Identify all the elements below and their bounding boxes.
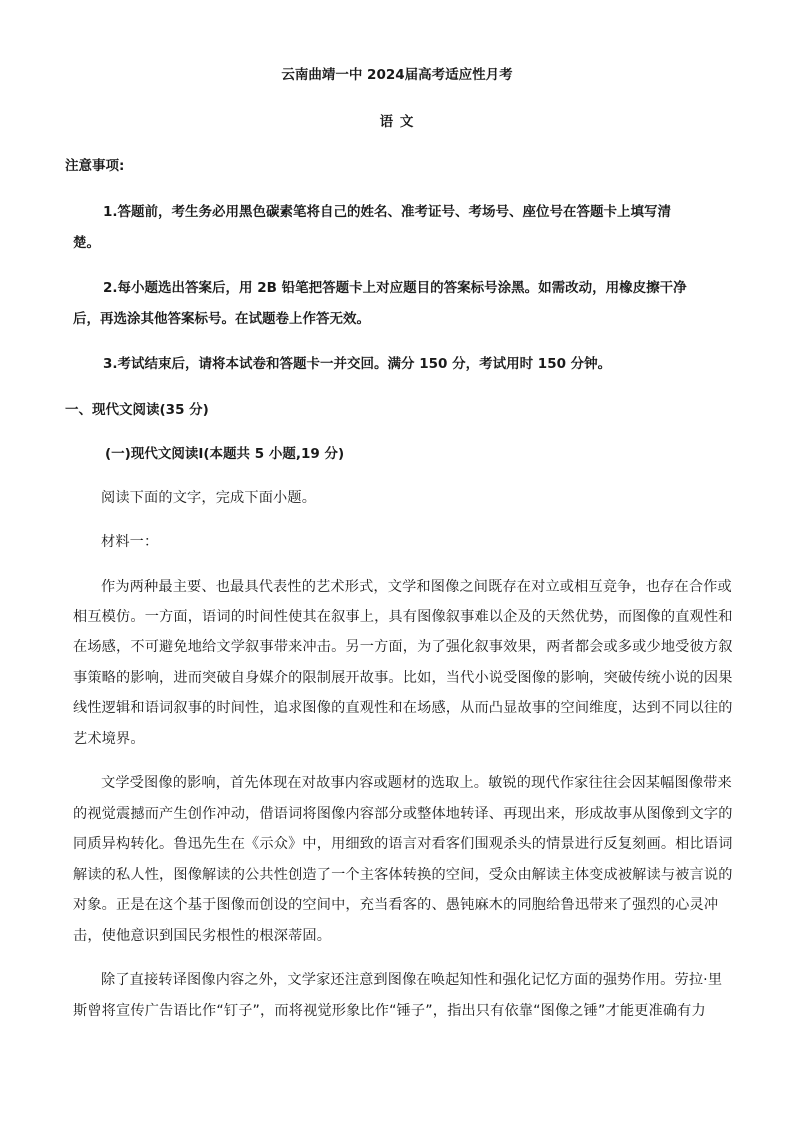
- notice-item-3-line-1: 3.考试结束后，请将本试卷和答题卡一并交回。满分 150 分，考试用时 150 分钟。: [103, 356, 612, 372]
- section-heading: 一、现代文阅读(35 分): [65, 402, 209, 418]
- passage-line: 线性逻辑和语词叙事的时间性，追求图像的直观性和在场感，从而凸显故事的空间维度，达到不同以往的: [73, 700, 733, 716]
- passage-line: 艺术境界。: [73, 731, 145, 747]
- notice-item-1-line-1: 1.答题前，考生务必用黑色碳素笔将自己的姓名、准考证号、考场号、座位号在答题卡上填写清: [103, 204, 672, 220]
- passage-line: 除了直接转译图像内容之外，文学家还注意到图像在唤起知性和强化记忆方面的强势作用。劳拉·里: [101, 972, 723, 988]
- exam-title: 云南曲靖一中 2024届高考适应性月考: [281, 67, 513, 83]
- notice-item-2-line-1: 2.每小题选出答案后，用 2B 铅笔把答题卡上对应题目的答案标号涂黑。如需改动，用橡皮擦干净: [103, 280, 687, 296]
- notice-item-2-line-2: 后，再选涂其他答案标号。在试题卷上作答无效。: [73, 311, 370, 327]
- passage-line: 斯曾将宣传广告语比作“钉子”，而将视觉形象比作“锤子”，指出只有依靠“图像之锤”才能更准确有力: [73, 1003, 706, 1019]
- subject-title: 语 文: [379, 114, 415, 130]
- passage-line: 相互模仿。一方面，语词的时间性使其在叙事上，具有图像叙事难以企及的天然优势，而图像的直观性和: [73, 609, 733, 625]
- reading-instruction: 阅读下面的文字，完成下面小题。: [101, 490, 317, 506]
- passage-line: 事策略的影响，进而突破自身媒介的限制展开故事。比如，当代小说受图像的影响，突破传统小说的因果: [73, 670, 733, 686]
- passage-line: 对象。正是在这个基于图像而创设的空间中，充当看客的、愚钝麻木的同胞给鲁迅带来了强烈的心灵冲: [73, 897, 719, 913]
- passage-line: 作为两种最主要、也最具代表性的艺术形式，文学和图像之间既存在对立或相互竞争，也存在合作或: [101, 579, 732, 595]
- passage-line: 在场感，不可避免地给文学叙事带来冲击。另一方面，为了强化叙事效果，两者都会或多或少地受彼方叙: [73, 639, 733, 655]
- passage-line: 解读的私人性，图像解读的公共性创造了一个主客体转换的空间，受众由解读主体变成被解读与被言说的: [73, 867, 733, 883]
- passage-line: 的视觉震撼而产生创作冲动，借语词将图像内容部分或整体地转译、再现出来，形成故事从图像到文字的: [73, 806, 733, 822]
- sub-section-heading: (一)现代文阅读Ⅰ(本题共 5 小题,19 分): [105, 446, 345, 462]
- notice-item-1-line-2: 楚。: [73, 235, 100, 251]
- passage-line: 文学受图像的影响，首先体现在对故事内容或题材的选取上。敏锐的现代作家往往会因某幅图像带来: [101, 775, 732, 791]
- material-label: 材料一：: [101, 534, 159, 550]
- passage-line: 同质异构转化。鲁迅先生在《示众》中，用细致的语言对看客们围观杀头的情景进行反复刻画。相比语词: [73, 836, 733, 852]
- passage-line: 击，使他意识到国民劣根性的根深蒂固。: [73, 928, 332, 944]
- notice-heading: 注意事项:: [65, 158, 125, 174]
